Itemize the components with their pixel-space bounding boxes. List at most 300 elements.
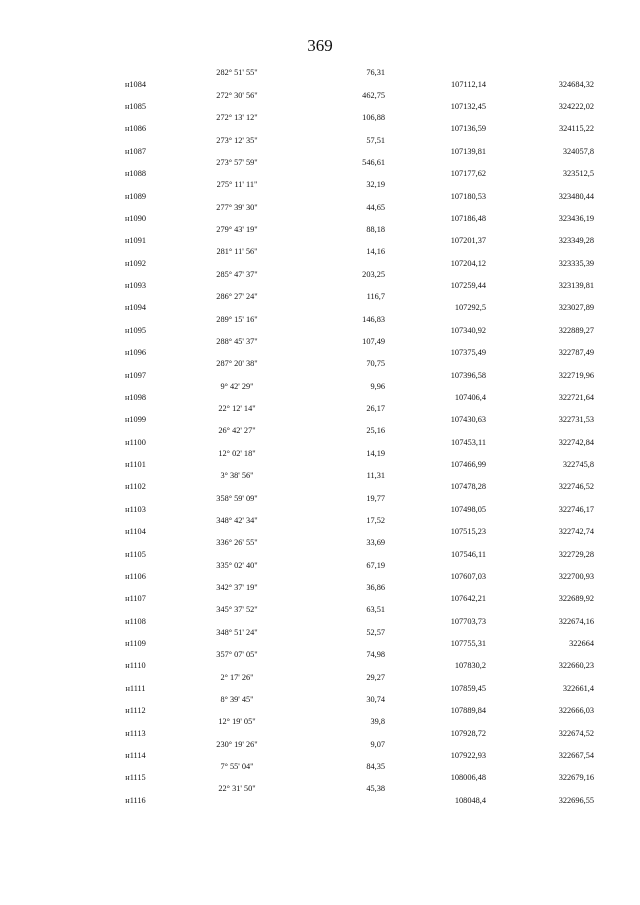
point-name: н1111 xyxy=(125,683,146,693)
y-coordinate: 323335,39 xyxy=(558,258,594,268)
y-coordinate-cell xyxy=(488,717,596,728)
point-row xyxy=(91,728,596,739)
x-coordinate-cell xyxy=(387,560,488,571)
point-row xyxy=(91,348,596,359)
point-name: н1098 xyxy=(124,392,147,402)
point-row xyxy=(91,191,596,202)
x-coordinate: 107201,37 xyxy=(450,236,486,246)
y-coordinate: 322719,96 xyxy=(558,370,594,380)
point-name: н1085 xyxy=(124,102,147,111)
segment-length-cell xyxy=(294,728,387,739)
direction-angle: 358° 59' 09" xyxy=(216,493,258,503)
point-name-cell xyxy=(91,68,180,79)
direction-angle-cell xyxy=(180,504,294,515)
segment-row xyxy=(91,650,596,661)
segment-length-cell xyxy=(294,258,387,269)
y-coordinate: 322729,28 xyxy=(558,549,594,559)
direction-angle-cell xyxy=(180,683,294,694)
x-coordinate: 107340,92 xyxy=(450,325,486,335)
y-coordinate-cell xyxy=(488,158,596,169)
point-name-cell xyxy=(91,404,180,415)
direction-angle: 277° 39' 30" xyxy=(216,202,258,212)
y-coordinate: 322689,92 xyxy=(558,594,594,604)
segment-row xyxy=(91,538,596,549)
direction-angle: 288° 45' 37" xyxy=(216,336,258,346)
direction-angle-cell xyxy=(180,773,294,784)
x-coordinate: 108006,48 xyxy=(450,773,486,783)
y-coordinate: 322745,8 xyxy=(562,460,594,469)
segment-row xyxy=(91,695,596,706)
x-coordinate-cell xyxy=(387,650,488,661)
segment-length-cell xyxy=(294,303,387,314)
x-coordinate: 107703,73 xyxy=(450,616,486,626)
segment-length: 116,7 xyxy=(366,292,385,302)
segment-length: 84,35 xyxy=(366,762,385,772)
x-coordinate: 107453,11 xyxy=(451,437,486,447)
y-coordinate: 324115,22 xyxy=(559,124,594,134)
segment-length: 106,88 xyxy=(362,113,385,123)
y-coordinate: 322660,23 xyxy=(558,661,594,671)
point-row xyxy=(91,661,596,672)
x-coordinate: 107607,03 xyxy=(450,571,486,581)
x-coordinate: 107136,59 xyxy=(450,124,486,134)
y-coordinate: 322664 xyxy=(569,639,594,648)
point-name-cell xyxy=(91,762,180,773)
y-coordinate: 322742,74 xyxy=(558,527,594,537)
direction-angle: 8° 39' 45" xyxy=(220,694,254,704)
direction-angle: 279° 43' 19" xyxy=(216,225,258,235)
segment-length-cell xyxy=(294,482,387,493)
direction-angle: 357° 07' 05" xyxy=(216,650,258,660)
segment-length: 33,69 xyxy=(366,538,385,548)
direction-angle: 345° 37' 52" xyxy=(216,605,258,615)
y-coordinate-cell xyxy=(488,113,596,124)
point-name: н1087 xyxy=(124,146,147,156)
x-coordinate: 107396,58 xyxy=(450,370,486,380)
direction-angle-cell xyxy=(180,191,294,202)
segment-row xyxy=(91,627,596,638)
y-coordinate-cell xyxy=(488,583,596,594)
point-row xyxy=(91,594,596,605)
x-coordinate: 107830,2 xyxy=(454,661,486,671)
x-coordinate: 107466,99 xyxy=(450,460,486,469)
segment-length-cell xyxy=(294,102,387,113)
direction-angle-cell xyxy=(180,102,294,113)
x-coordinate: 107406,4 xyxy=(454,392,486,402)
coordinates-table-body xyxy=(91,68,596,806)
direction-angle-cell xyxy=(180,728,294,739)
y-coordinate-cell xyxy=(488,605,596,616)
direction-angle-cell xyxy=(180,79,294,90)
point-name: н1091 xyxy=(124,236,147,246)
x-coordinate-cell xyxy=(387,292,488,303)
y-coordinate-cell xyxy=(488,448,596,459)
y-coordinate-cell xyxy=(488,202,596,213)
direction-angle-cell xyxy=(180,392,294,403)
y-coordinate: 322696,55 xyxy=(558,795,594,805)
segment-length-cell xyxy=(294,750,387,761)
segment-length-cell xyxy=(294,79,387,90)
direction-angle: 7° 55' 04" xyxy=(220,762,254,772)
direction-angle-cell xyxy=(180,281,294,292)
segment-row xyxy=(91,158,596,169)
segment-length: 63,51 xyxy=(366,605,385,615)
point-name: н1109 xyxy=(125,639,146,648)
direction-angle-cell xyxy=(180,661,294,672)
point-row xyxy=(91,102,596,113)
point-name: н1106 xyxy=(125,571,146,581)
point-row xyxy=(91,639,596,650)
direction-angle: 273° 12' 35" xyxy=(216,135,258,145)
x-coordinate: 107375,49 xyxy=(450,348,486,358)
point-row xyxy=(91,303,596,314)
y-coordinate-cell xyxy=(488,359,596,370)
point-name: н1110 xyxy=(125,661,146,671)
point-name-cell xyxy=(91,314,180,325)
direction-angle-cell xyxy=(180,169,294,180)
point-row xyxy=(91,415,596,426)
point-row xyxy=(91,616,596,627)
x-coordinate: 107204,12 xyxy=(450,258,486,268)
direction-angle-cell xyxy=(180,616,294,627)
point-name-cell xyxy=(91,426,180,437)
segment-length: 45,38 xyxy=(366,784,385,794)
point-name-cell xyxy=(91,650,180,661)
point-row xyxy=(91,706,596,717)
x-coordinate: 107498,05 xyxy=(450,504,486,514)
segment-length: 9,07 xyxy=(370,739,385,749)
segment-row xyxy=(91,717,596,728)
point-row xyxy=(91,437,596,448)
y-coordinate: 322746,52 xyxy=(558,482,594,492)
point-name: н1096 xyxy=(124,348,147,358)
direction-angle-cell xyxy=(180,460,294,471)
segment-length-cell xyxy=(294,370,387,381)
segment-length-cell xyxy=(294,213,387,224)
x-coordinate: 107186,48 xyxy=(450,213,486,223)
x-coordinate: 107546,11 xyxy=(451,549,486,559)
segment-length-cell xyxy=(294,661,387,672)
y-coordinate: 322674,16 xyxy=(558,616,594,626)
direction-angle: 22° 31' 50" xyxy=(218,784,256,794)
y-coordinate: 323139,81 xyxy=(558,281,594,290)
y-coordinate-cell xyxy=(488,493,596,504)
x-coordinate-cell xyxy=(387,784,488,795)
point-name: н1116 xyxy=(125,795,146,805)
segment-length: 32,19 xyxy=(366,180,385,190)
x-coordinate-cell xyxy=(387,516,488,527)
point-name: н1115 xyxy=(125,773,146,783)
point-row xyxy=(91,549,596,560)
x-coordinate-cell xyxy=(387,158,488,169)
x-coordinate: 107112,14 xyxy=(451,79,486,89)
x-coordinate: 107478,28 xyxy=(450,482,486,492)
segment-length-cell xyxy=(294,571,387,582)
segment-length: 88,18 xyxy=(366,225,385,235)
point-name-cell xyxy=(91,113,180,124)
point-name-cell xyxy=(91,538,180,549)
point-row xyxy=(91,325,596,336)
direction-angle: 12° 19' 05" xyxy=(218,717,256,727)
segment-row xyxy=(91,426,596,437)
y-coordinate: 322746,17 xyxy=(558,504,594,514)
direction-angle: 22° 12' 14" xyxy=(218,404,256,414)
segment-length-cell xyxy=(294,683,387,694)
segment-row xyxy=(91,359,596,370)
segment-length: 14,19 xyxy=(366,448,385,458)
coordinates-table xyxy=(91,68,596,806)
y-coordinate-cell xyxy=(488,90,596,101)
direction-angle: 282° 51' 55" xyxy=(216,68,258,78)
segment-row xyxy=(91,672,596,683)
x-coordinate-cell xyxy=(387,135,488,146)
x-coordinate-cell xyxy=(387,583,488,594)
y-coordinate: 322731,53 xyxy=(558,415,594,425)
y-coordinate-cell xyxy=(488,516,596,527)
point-name-cell xyxy=(91,180,180,191)
x-coordinate: 107259,44 xyxy=(450,281,486,290)
segment-length-cell xyxy=(294,236,387,247)
segment-length: 76,31 xyxy=(366,68,385,78)
y-coordinate: 324222,02 xyxy=(558,102,594,111)
point-name-cell xyxy=(91,448,180,459)
x-coordinate-cell xyxy=(387,337,488,348)
segment-length-cell xyxy=(294,437,387,448)
direction-angle-cell xyxy=(180,527,294,538)
segment-length-cell xyxy=(294,124,387,135)
segment-row xyxy=(91,337,596,348)
segment-row xyxy=(91,180,596,191)
segment-row xyxy=(91,560,596,571)
segment-length: 462,75 xyxy=(362,90,385,100)
direction-angle-cell xyxy=(180,594,294,605)
segment-row xyxy=(91,314,596,325)
point-name: н1090 xyxy=(124,213,147,223)
segment-length: 203,25 xyxy=(362,269,385,279)
y-coordinate-cell xyxy=(488,471,596,482)
segment-row xyxy=(91,471,596,482)
point-name-cell xyxy=(91,225,180,236)
segment-length-cell xyxy=(294,616,387,627)
x-coordinate: 107642,21 xyxy=(450,594,486,604)
direction-angle: 335° 02' 40" xyxy=(216,560,258,570)
x-coordinate-cell xyxy=(387,762,488,773)
direction-angle: 3° 38' 56" xyxy=(220,471,254,481)
segment-length: 67,19 xyxy=(366,560,385,570)
segment-length: 146,83 xyxy=(362,314,385,324)
segment-length-cell xyxy=(294,281,387,292)
segment-row xyxy=(91,404,596,415)
direction-angle-cell xyxy=(180,258,294,269)
segment-row xyxy=(91,583,596,594)
point-name: н1105 xyxy=(125,549,146,559)
point-name-cell xyxy=(91,90,180,101)
y-coordinate: 323512,5 xyxy=(562,169,594,179)
point-name-cell xyxy=(91,784,180,795)
direction-angle: 275° 11' 11" xyxy=(216,180,258,190)
point-name: н1107 xyxy=(125,594,146,604)
y-coordinate-cell xyxy=(488,337,596,348)
x-coordinate: 107889,84 xyxy=(450,706,486,716)
point-name-cell xyxy=(91,247,180,258)
segment-row xyxy=(91,269,596,280)
direction-angle: 9° 42' 29" xyxy=(220,381,254,391)
y-coordinate: 322721,64 xyxy=(558,392,594,402)
direction-angle-cell xyxy=(180,325,294,336)
point-row xyxy=(91,527,596,538)
direction-angle-cell xyxy=(180,750,294,761)
x-coordinate-cell xyxy=(387,404,488,415)
segment-length: 26,17 xyxy=(366,404,385,414)
point-name: н1095 xyxy=(124,325,147,335)
segment-row xyxy=(91,784,596,795)
y-coordinate: 323480,44 xyxy=(558,191,594,201)
segment-length: 36,86 xyxy=(366,583,385,593)
x-coordinate: 107859,45 xyxy=(450,683,486,693)
point-row xyxy=(91,258,596,269)
segment-length: 546,61 xyxy=(362,157,385,167)
x-coordinate-cell xyxy=(387,381,488,392)
segment-length: 30,74 xyxy=(366,694,385,704)
point-row xyxy=(91,124,596,135)
segment-row xyxy=(91,68,596,79)
direction-angle: 348° 42' 34" xyxy=(216,515,258,525)
point-row xyxy=(91,392,596,403)
point-name-cell xyxy=(91,516,180,527)
x-coordinate-cell xyxy=(387,627,488,638)
segment-row xyxy=(91,448,596,459)
direction-angle: 289° 15' 16" xyxy=(216,314,258,324)
segment-length: 52,57 xyxy=(366,627,385,637)
segment-length-cell xyxy=(294,795,387,806)
segment-row xyxy=(91,135,596,146)
y-coordinate: 322889,27 xyxy=(558,325,594,335)
direction-angle-cell xyxy=(180,706,294,717)
segment-length-cell xyxy=(294,594,387,605)
x-coordinate-cell xyxy=(387,695,488,706)
point-row xyxy=(91,281,596,292)
segment-length-cell xyxy=(294,191,387,202)
direction-angle: 285° 47' 37" xyxy=(216,269,258,279)
segment-length: 29,27 xyxy=(366,672,385,682)
point-row xyxy=(91,79,596,90)
x-coordinate-cell xyxy=(387,269,488,280)
point-name-cell xyxy=(91,359,180,370)
x-coordinate-cell xyxy=(387,180,488,191)
x-coordinate-cell xyxy=(387,739,488,750)
direction-angle: 12° 02' 18" xyxy=(218,448,256,458)
x-coordinate: 107177,62 xyxy=(450,169,486,179)
x-coordinate: 107755,31 xyxy=(450,639,486,648)
point-name-cell xyxy=(91,292,180,303)
direction-angle: 230° 19' 26" xyxy=(216,739,258,749)
point-name: н1086 xyxy=(124,124,147,134)
x-coordinate: 107922,93 xyxy=(450,750,486,760)
point-name: н1114 xyxy=(125,750,146,760)
segment-row xyxy=(91,225,596,236)
point-name-cell xyxy=(91,627,180,638)
y-coordinate-cell xyxy=(488,314,596,325)
x-coordinate: 107515,23 xyxy=(450,527,486,537)
segment-length-cell xyxy=(294,527,387,538)
point-name-cell xyxy=(91,471,180,482)
segment-length-cell xyxy=(294,549,387,560)
page-number: 369 xyxy=(307,36,333,55)
x-coordinate: 107292,5 xyxy=(454,303,486,313)
direction-angle: 272° 13' 12" xyxy=(216,113,258,123)
point-name-cell xyxy=(91,337,180,348)
segment-length-cell xyxy=(294,706,387,717)
segment-row xyxy=(91,202,596,213)
x-coordinate-cell xyxy=(387,359,488,370)
y-coordinate-cell xyxy=(488,404,596,415)
point-name-cell xyxy=(91,202,180,213)
direction-angle: 342° 37' 19" xyxy=(216,583,258,593)
segment-length-cell xyxy=(294,146,387,157)
x-coordinate-cell xyxy=(387,538,488,549)
direction-angle: 26° 42' 27" xyxy=(218,426,256,436)
y-coordinate-cell xyxy=(488,650,596,661)
direction-angle: 286° 27' 24" xyxy=(216,292,258,302)
x-coordinate: 108048,4 xyxy=(454,795,486,805)
y-coordinate: 324684,32 xyxy=(558,79,594,89)
point-name-cell xyxy=(91,493,180,504)
point-name: н1100 xyxy=(125,437,146,447)
direction-angle-cell xyxy=(180,571,294,582)
segment-length: 39,8 xyxy=(370,717,385,727)
direction-angle-cell xyxy=(180,639,294,650)
segment-row xyxy=(91,292,596,303)
y-coordinate-cell xyxy=(488,68,596,79)
y-coordinate-cell xyxy=(488,762,596,773)
y-coordinate: 323436,19 xyxy=(558,213,594,223)
segment-length-cell xyxy=(294,325,387,336)
x-coordinate-cell xyxy=(387,225,488,236)
y-coordinate: 323349,28 xyxy=(558,236,594,246)
point-row xyxy=(91,504,596,515)
y-coordinate: 322742,84 xyxy=(558,437,594,447)
y-coordinate: 322661,4 xyxy=(562,683,594,693)
segment-length-cell xyxy=(294,773,387,784)
point-row xyxy=(91,571,596,582)
y-coordinate: 322666,03 xyxy=(558,706,594,716)
y-coordinate-cell xyxy=(488,538,596,549)
direction-angle-cell xyxy=(180,370,294,381)
point-name-cell xyxy=(91,269,180,280)
x-coordinate-cell xyxy=(387,605,488,616)
segment-length-cell xyxy=(294,639,387,650)
y-coordinate-cell xyxy=(488,695,596,706)
point-row xyxy=(91,773,596,784)
point-name-cell xyxy=(91,560,180,571)
point-name-cell xyxy=(91,158,180,169)
segment-length: 9,96 xyxy=(370,381,385,391)
y-coordinate: 322787,49 xyxy=(558,348,594,358)
point-row xyxy=(91,460,596,471)
point-row xyxy=(91,482,596,493)
point-name: н1088 xyxy=(124,169,147,179)
y-coordinate: 322700,93 xyxy=(558,571,594,581)
segment-row xyxy=(91,493,596,504)
direction-angle: 348° 51' 24" xyxy=(216,627,258,637)
segment-length-cell xyxy=(294,504,387,515)
point-row xyxy=(91,750,596,761)
segment-row xyxy=(91,605,596,616)
x-coordinate: 107139,81 xyxy=(450,146,486,156)
point-name: н1089 xyxy=(124,191,147,201)
point-name: н1093 xyxy=(124,281,147,290)
point-row xyxy=(91,169,596,180)
